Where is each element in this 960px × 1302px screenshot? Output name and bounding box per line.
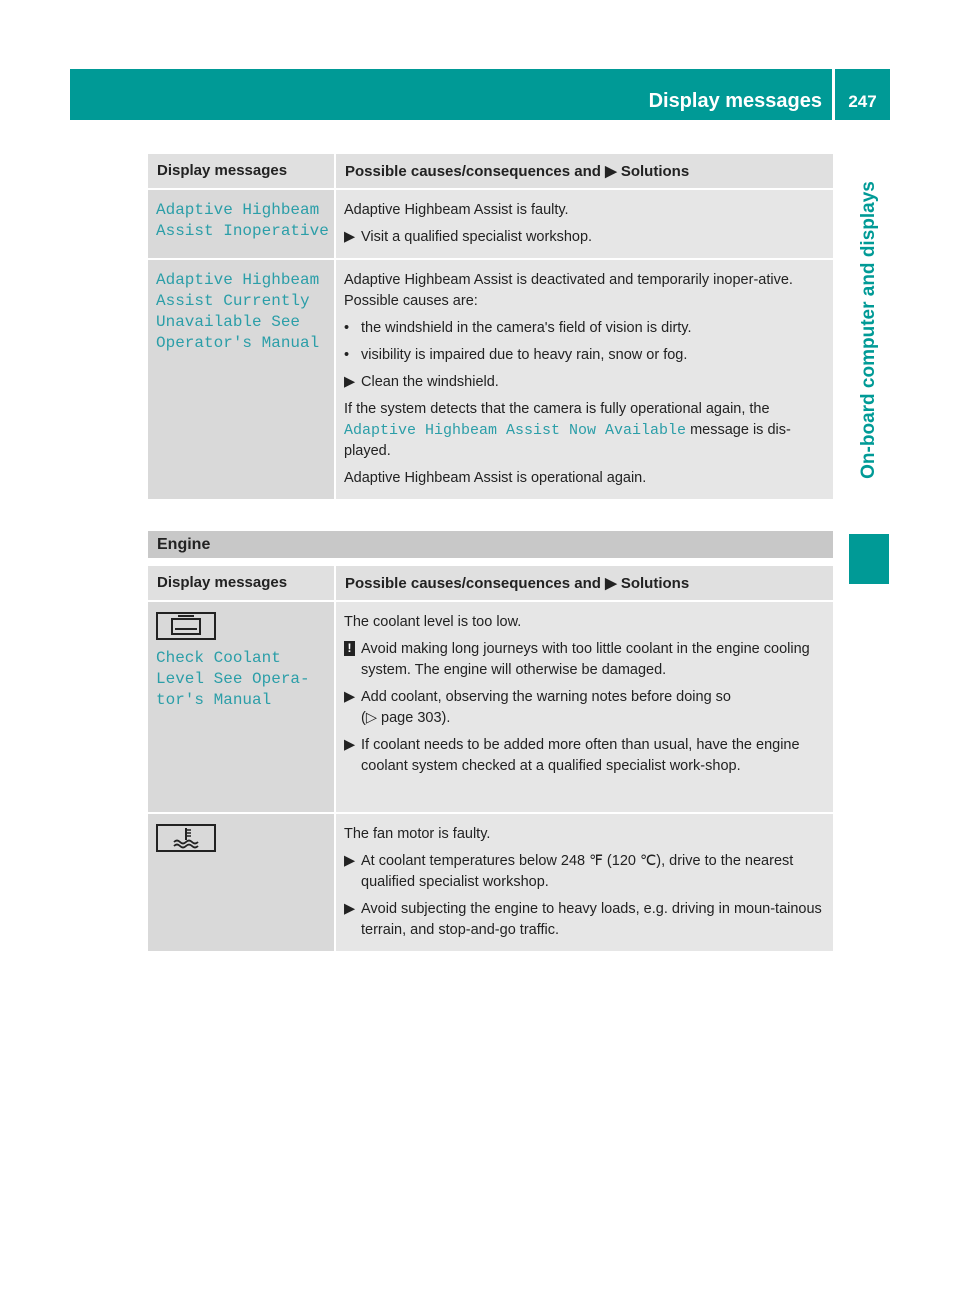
table-row [148,189,833,259]
table-row [148,259,833,500]
bullet-item: • the windshield in the camera's field of vision is dirty. [344,320,692,336]
col-header-causes: Possible causes/consequences and ▶ Solutions [335,154,833,189]
warning-note: ! Avoid making long journeys with too little coolant in the engine cooling system. The engine will otherwise be damaged. [344,639,825,681]
action-step: ▶ If coolant needs to be added more often than usual, have the engine coolant system checked at a qualified specialist work-shop. [344,737,800,774]
table-header-row [148,154,833,189]
message-cell [148,813,335,952]
warning-icon: ! [344,641,355,656]
display-message: Check Coolant Level See Opera- tor's Manual [156,649,310,709]
message-cell [148,189,335,259]
table-row [148,601,833,813]
engine-messages-table [148,566,833,953]
arrow-icon: ▶ [605,575,617,592]
coolant-level-icon [156,612,216,640]
arrow-icon: ▶ [344,737,356,753]
page-title: Display messages [648,90,822,112]
arrow-icon: ▶ [344,689,356,705]
message-cell [148,259,335,500]
display-message: Adaptive Highbeam Assist Currently Unavailable See Operator's Manual [156,271,320,352]
causes-cell: The fan motor is faulty. ▶ At coolant temperatures below 248 ℉ (120 ℃), drive to the nearest qualified specialist workshop. ▶ Avoid subjecting the engine to heavy loads, e.g. driving in moun-tainous terrain, and stop-and-go traffic. [335,813,833,952]
col-header-messages: Display messages [148,154,335,189]
action-step: ▶ Add coolant, observing the warning notes before doing so (▷ page 303). [344,689,731,726]
causes-cell: The coolant level is too low. ! Avoid making long journeys with too little coolant in the engine cooling system. The engine will otherwise be damaged. ▶ Add coolant, observing the warning notes before doing so (▷ page 303). ▶ If coolant needs to be added more often than usual, have the engine coolant system checked at a qualified specialist work-shop. [335,601,833,813]
display-messages-table [148,154,833,501]
causes-cell: Adaptive Highbeam Assist is faulty. ▶ Visit a qualified specialist workshop. [335,189,833,259]
section-header [148,531,833,558]
arrow-icon: ▶ [344,901,356,917]
display-message: Adaptive Highbeam Assist Inoperative [156,201,329,240]
col-header-causes: Possible causes/consequences and ▶ Solutions [335,566,833,601]
bullet-item: • visibility is impaired due to heavy rain, snow or fog. [344,347,688,363]
action-step: ▶ Avoid subjecting the engine to heavy loads, e.g. driving in moun-tainous terrain, and stop-and-go traffic. [344,901,822,938]
causes-cell: Adaptive Highbeam Assist is deactivated and temporarily inoper-ative. Possible causes are: • the windshield in the camera's field of vision is dirty. • visibility is impaired due to heavy rain, snow or fog. ▶ Clean the windshield. If the system detects that the camera is fully operational again, the Adaptive Highbeam Assist Now Available message is dis-played. Adaptive Highbeam Assist is operational again. [335,259,833,500]
message-cell [148,601,335,813]
action-step: ▶ At coolant temperatures below 248 ℉ (120 ℃), drive to the nearest qualified specialist workshop. [344,853,794,890]
arrow-icon: ▶ [344,229,356,245]
col-header-messages: Display messages [148,566,335,601]
arrow-icon: ▶ [344,374,356,390]
page-number: 247 [835,69,890,120]
page-reference: page 303). [381,710,451,726]
section-title: Engine [157,536,211,553]
arrow-icon: ▶ [344,853,356,869]
action-step: ▶ Clean the windshield. [344,372,825,393]
table-row [148,813,833,952]
side-tab-marker [849,534,889,584]
arrow-icon: ▶ [605,163,617,180]
coolant-temperature-icon [156,824,216,852]
side-tab [849,140,889,520]
table-header-row [148,566,833,601]
header-bar [70,69,832,120]
display-message: Adaptive Highbeam Assist Now Available [344,422,687,439]
action-step: ▶ Visit a qualified specialist workshop. [344,227,825,248]
side-tab-label: On-board computer and displays [858,181,879,479]
page-ref-icon: ▷ [365,710,377,726]
